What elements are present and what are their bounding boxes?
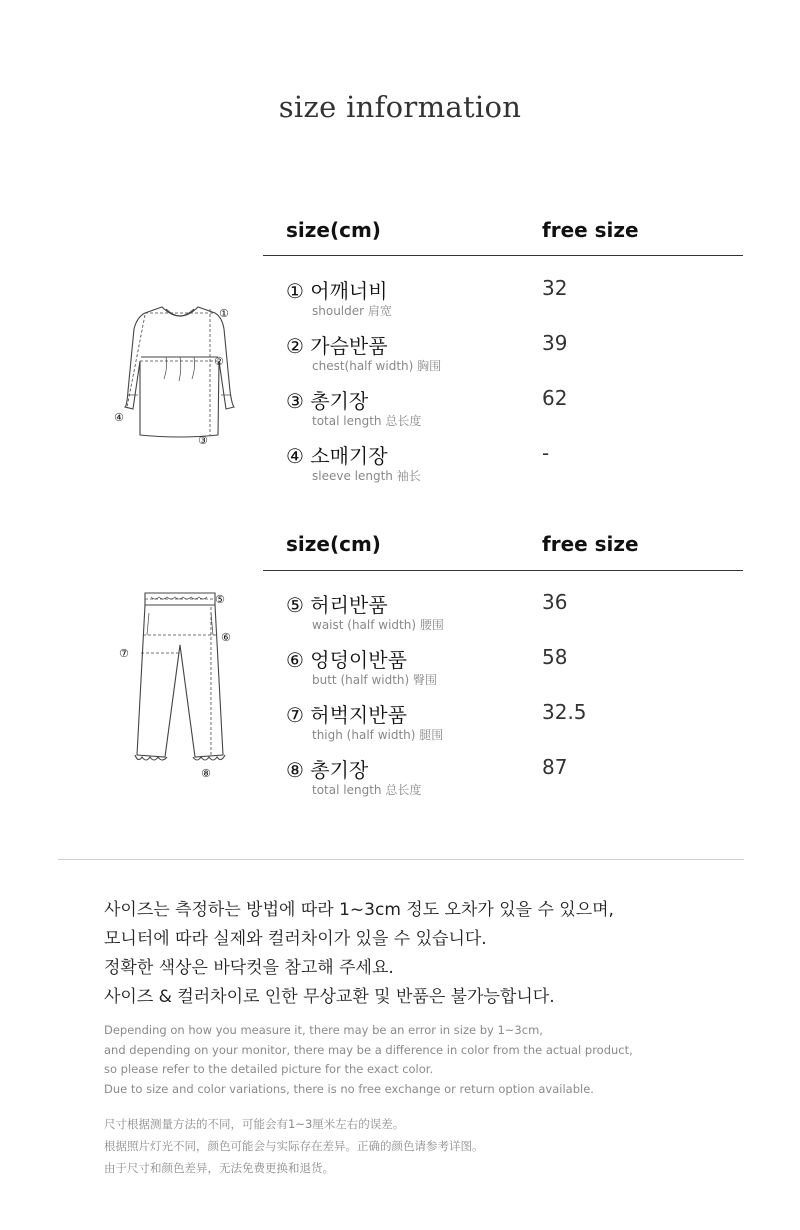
marker-6: ⑥ [221,631,231,644]
row-value: 32 [542,276,568,300]
marker-1: ① [219,307,229,320]
row-value: 36 [542,590,568,614]
notice-kr-line: 사이즈 & 컬러차이로 인한 무상교환 및 반품은 불가능합니다. [104,987,555,1007]
top-garment-diagram [100,295,250,455]
row-label: ⑦ 허벅지반품 [286,703,407,727]
top-garment-outline [125,307,234,437]
row-sub: total length 总长度 [312,414,422,428]
pants-outline [135,593,225,760]
page-title: size information [278,90,522,124]
row-label: ③ 총기장 [286,389,369,413]
row-label: ⑥ 엉덩이반품 [286,648,407,672]
row-label: ④ 소매기장 [286,444,388,468]
marker-5: ⑤ [215,593,225,606]
row-label: ② 가슴반품 [286,334,388,358]
row-value: 58 [542,645,568,669]
notice-kr-line: 사이즈는 측정하는 방법에 따라 1~3cm 정도 오차가 있을 수 있으며, [104,900,614,920]
row-label: ⑤ 허리반품 [286,593,388,617]
bottom-header-free-size: free size [542,532,639,556]
row-value: 87 [542,755,568,779]
row-sub: shoulder 肩宽 [312,304,392,318]
notice-en-line: Depending on how you measure it, there may be an error in size by 1~3cm, [104,1023,543,1037]
notice-chinese [104,1113,484,1179]
notice-korean [104,896,614,1012]
row-value: 62 [542,386,568,410]
section-divider [58,859,744,860]
marker-8: ⑧ [201,767,211,780]
notice-cn-line: 根据照片灯光不同，颜色可能会与实际存在差异。正确的颜色请参考详图。 [104,1139,484,1153]
top-header-free-size: free size [542,218,639,242]
top-header-size: size(cm) [286,218,381,242]
row-value: 39 [542,331,568,355]
notice-kr-line: 모니터에 따라 실제와 컬러차이가 있을 수 있습니다. [104,929,487,949]
row-sub: chest(half width) 胸围 [312,359,442,373]
bottom-header-rule [263,570,743,571]
pants-diagram [115,585,245,785]
row-sub: sleeve length 袖长 [312,469,421,483]
notice-en-line: and depending on your monitor, there may be a difference in color from the actual product, [104,1042,633,1057]
marker-3: ③ [198,434,208,447]
row-value: - [542,441,550,465]
row-label: ⑧ 총기장 [286,758,369,782]
notice-en-line: so please refer to the detailed picture for the exact color. [104,1062,434,1076]
top-header-rule [263,255,743,256]
marker-2: ② [214,355,224,368]
marker-4: ④ [114,411,124,424]
notice-cn-line: 由于尺寸和颜色差异，无法免费更换和退货。 [104,1161,334,1175]
row-sub: butt (half width) 臀围 [312,673,438,687]
notice-english [104,1021,633,1099]
notice-kr-line: 정확한 색상은 바닥컷을 참고해 주세요. [104,958,394,978]
bottom-header-size: size(cm) [286,532,381,556]
row-value: 32.5 [542,700,587,724]
row-sub: thigh (half width) 腿围 [312,728,444,742]
notice-en-line: Due to size and color variations, there is no free exchange or return option available. [104,1081,594,1096]
row-sub: total length 总长度 [312,783,422,797]
row-label: ① 어깨너비 [286,279,388,303]
marker-7: ⑦ [119,647,129,660]
notice-cn-line: 尺寸根据测量方法的不同，可能会有1~3厘米左右的误差。 [104,1117,405,1131]
row-sub: waist (half width) 腰围 [312,618,444,632]
